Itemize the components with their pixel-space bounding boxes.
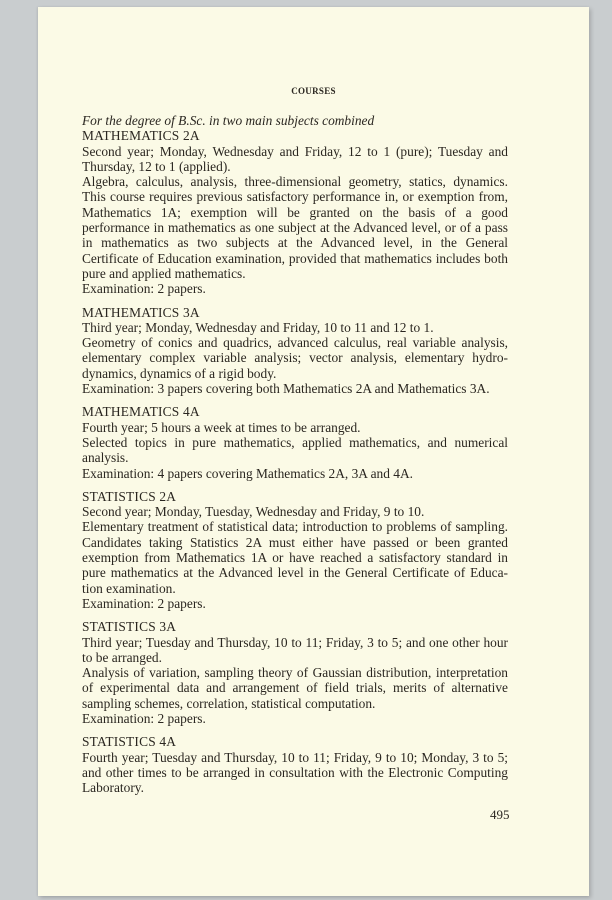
course-examination: Examination: 2 papers. xyxy=(82,281,206,297)
course-mathematics-3a xyxy=(82,305,508,397)
course-schedule: Fourth year; Tuesday and Thursday, 10 to 11; Friday, 9 to 10; Monday, 3 to 5; and other times to be arranged in consultation with the Electronic Computing Laboratory. xyxy=(82,749,508,796)
course-schedule: Third year; Tuesday and Thursday, 10 to 11; Friday, 3 to 5; and one other hour to be arranged. xyxy=(82,634,508,665)
course-schedule: Second year; Monday, Tuesday, Wednesday and Friday, 9 to 10. xyxy=(82,504,425,520)
course-title: STATISTICS 3A xyxy=(82,619,177,635)
course-statistics-3a xyxy=(82,619,508,726)
course-statistics-2a xyxy=(82,489,508,611)
course-description: Selected topics in pure mathematics, applied mathematics, and numerical analysis. xyxy=(82,434,508,466)
course-examination: Examination: 2 papers. xyxy=(82,595,206,611)
page-number: 495 xyxy=(490,807,510,822)
course-mathematics-2a xyxy=(82,128,508,296)
section-intro: For the degree of B.Sc. in two main subjects combined xyxy=(82,113,375,128)
course-description: Analysis of variation, sampling theory of Gaussian distribution, interpretation of experimental data and arrangement of field trials, merits of alternative sampling schemes, correlation, statistical computation. xyxy=(82,665,508,711)
course-title: STATISTICS 4A xyxy=(82,734,177,750)
course-title: MATHEMATICS 2A xyxy=(82,128,200,144)
course-description: Algebra, calculus, analysis, three-dimensional geometry, statics, dynamics. This course requires previous satisfactory performance in, or exemption from, Mathematics 1A; exemption will be granted on the basis of a good performance in mathematics as one subject at the Advanced level, or of a pass in mathematics as two subjects at the Advanced level, in the General Certificate of Education examination, provided that mathematics includes both pure and applied mathematics. xyxy=(82,174,508,281)
book-page xyxy=(38,7,589,896)
page-content xyxy=(82,113,508,795)
course-mathematics-4a xyxy=(82,404,508,480)
course-title: MATHEMATICS 4A xyxy=(82,404,200,420)
course-schedule: Third year; Monday, Wednesday and Friday, 10 to 11 and 12 to 1. xyxy=(82,319,434,335)
course-examination: Examination: 2 papers. xyxy=(82,710,206,726)
course-schedule: Fourth year; 5 hours a week at times to be arranged. xyxy=(82,419,361,435)
course-statistics-4a xyxy=(82,734,508,795)
course-title: STATISTICS 2A xyxy=(82,488,177,504)
course-examination: Examination: 3 papers covering both Mathematics 2A and Mathematics 3A. xyxy=(82,381,490,397)
running-head: COURSES xyxy=(291,86,336,96)
course-examination: Examination: 4 papers covering Mathematics 2A, 3A and 4A. xyxy=(82,465,413,481)
course-schedule: Second year; Monday, Wednesday and Friday, 12 to 1 (pure); Tuesday and Thursday, 12 to 1 (applied). xyxy=(82,143,508,174)
course-title: MATHEMATICS 3A xyxy=(82,304,200,320)
course-description: Elementary treatment of statistical data; introduction to problems of sampling. Candidates taking Statistics 2A must either have passed or been granted exemption from Mathematics 1A or have reached a satisfactory standard in pure mathematics at the Advanced level in the General Certificate of Educa-tion examination. xyxy=(82,519,508,596)
course-description: Geometry of conics and quadrics, advanced calculus, real variable analysis, elementary complex variable analysis; vector analysis, elementary hydro-dynamics, dynamics of a rigid body. xyxy=(82,335,508,381)
